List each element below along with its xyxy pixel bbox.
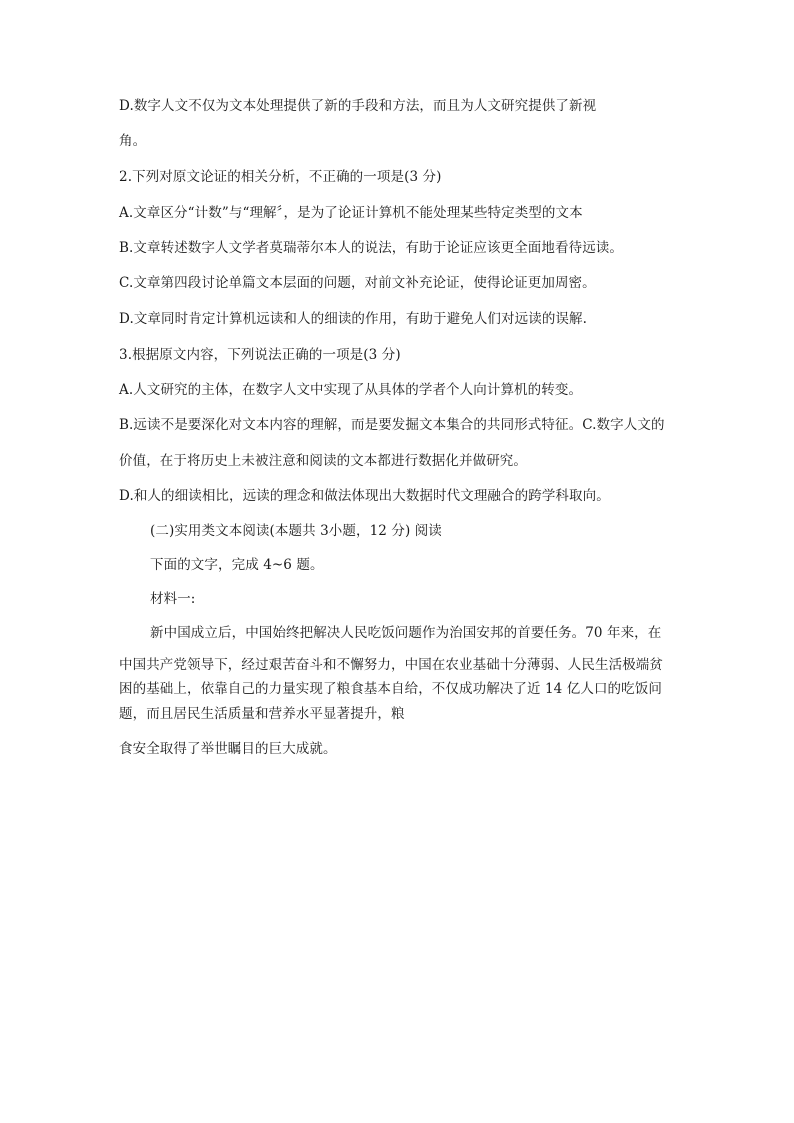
question-2-option-b: B.文章转述数字人文学者莫瑞蒂尔本人的说法，有助于论证应该更全面地看待远读。 — [119, 240, 624, 256]
question-3-option-c-cont: 价值，在于将历史上未被注意和阅读的文本都进行数据化并做研究。 — [119, 453, 527, 469]
material-1-para-line-2: 中国共产党领导下，经过艰苦奋斗和不懈努力，中国在农业基础十分薄弱、人民生活极端贫 — [119, 657, 663, 673]
material-1-para-line-4: 题，而且居民生活质量和营养水平显著提升，粮 — [119, 706, 405, 722]
option-d-line-2: 角。 — [119, 133, 147, 149]
question-2-option-a: A.文章区分“计数”与“理解〞，是为了论证计算机不能处理某些特定类型的文本 — [119, 205, 583, 221]
material-1-para-line-3: 困的基础上，依靠自己的力量实现了粮食基本自给，不仅成功解决了近 14 亿人口的吃饭问 — [119, 681, 662, 697]
question-3-stem: 3.根据原文内容，下列说法正确的一项是(3 分) — [119, 347, 401, 363]
material-1-label: 材料一: — [150, 591, 196, 607]
material-1-para-line-5: 食安全取得了举世瞩目的巨大成就。 — [119, 741, 337, 757]
question-3-option-a: A.人文研究的主体，在数字人文中实现了从具体的学者个人向计算机的转变。 — [119, 382, 583, 398]
material-1-para-line-1: 新中国成立后，中国始终把解决人民吃饭问题作为治国安邦的首要任务。70 年来，在 — [150, 625, 662, 641]
question-3-option-b: B.远读不是要深化对文本内容的理解，而是要发掘文本集合的共同形式特征。C.数字人文的 — [119, 417, 665, 433]
question-2-option-d: D.文章同时肯定计算机远读和人的细读的作用，有助于避免人们对远读的误解. — [119, 311, 588, 327]
question-3-option-d: D.和人的细读相比，远读的理念和做法体现出大数据时代文理融合的跨学科取向。 — [119, 488, 610, 504]
option-d-line-1: D.数字人文不仅为文本处理提供了新的手段和方法，而且为人文研究提供了新视 — [119, 98, 597, 114]
section-2-instruction: 下面的文字，完成 4~6 题。 — [150, 557, 324, 573]
section-2-heading: (二)实用类文本阅读(本题共 3小题，12 分) 阅读 — [150, 523, 442, 539]
question-2-stem: 2.下列对原文论证的相关分析，不正确的一项是(3 分) — [119, 169, 442, 185]
question-2-option-c: C.文章第四段讨论单篇文本层面的问题，对前文补充论证，使得论证更加周密。 — [119, 275, 596, 291]
